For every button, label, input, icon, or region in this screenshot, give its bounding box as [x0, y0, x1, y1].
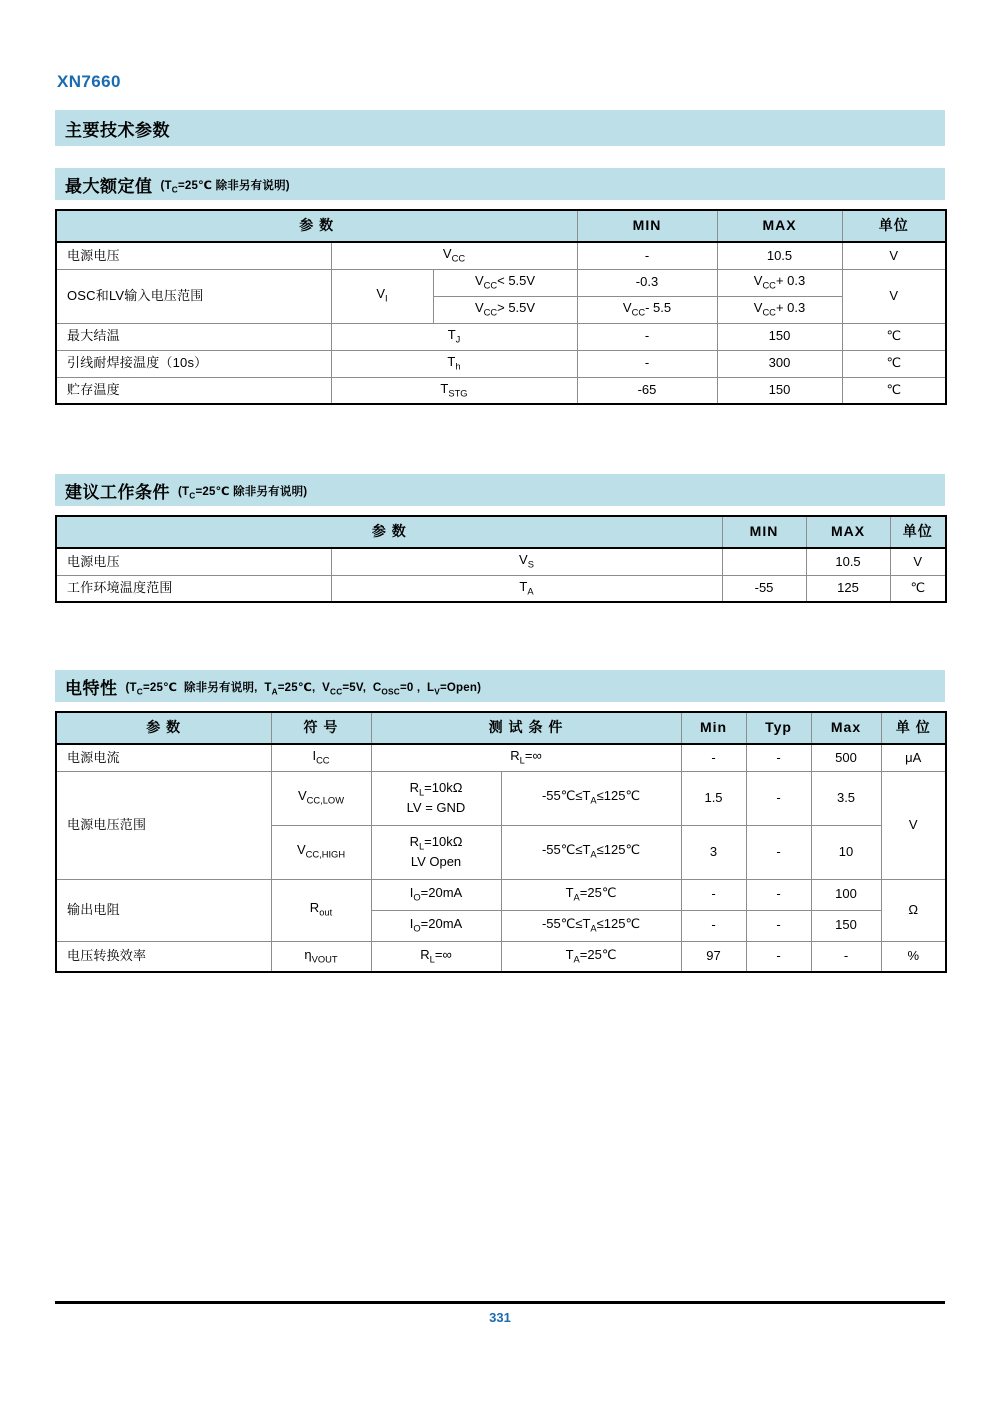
cell-param: 引线耐焊接温度（10s）: [56, 350, 331, 377]
cell-max: 125: [806, 575, 890, 602]
section-band-electrical: [55, 670, 945, 702]
cell-max: $V_{CC}+ 0.3$: [717, 296, 842, 323]
cell-param: 电源电压范围: [56, 771, 271, 879]
cell-min: [722, 548, 806, 575]
page-number: 331: [489, 1310, 511, 1325]
cell-min: -: [681, 744, 746, 771]
cell-param: 电压转换效率: [56, 941, 271, 972]
table-row: [56, 771, 946, 825]
cell-condition: $V_{CC}> 5.5V$: [433, 296, 577, 323]
cell-unit: ℃: [842, 377, 946, 404]
cell-max: 100: [811, 879, 881, 910]
cell-condition: $V_{CC}< 5.5V$: [433, 269, 577, 296]
cell-param: 工作环境温度范围: [56, 575, 331, 602]
section-title-absolute-max: 最大额定值: [65, 176, 153, 196]
cell-unit: μA: [881, 744, 946, 771]
cell-param: OSC和LV输入电压范围: [56, 269, 331, 323]
table-absolute-max-ratings: [55, 209, 947, 405]
cell-temp-range: $T_A=25℃$: [501, 879, 681, 910]
table-recommended-conditions: [55, 515, 947, 603]
th-symbol: 符 号: [271, 712, 371, 744]
table-header-row: [56, 210, 946, 242]
cell-symbol: $T_{STG}$: [331, 377, 577, 404]
table-row: [56, 575, 946, 602]
cell-min: -: [681, 910, 746, 941]
cell-temp-range: $-55℃\le T_A\le 125℃$: [501, 910, 681, 941]
cell-typ: -: [746, 879, 811, 910]
table-row: [56, 242, 946, 269]
table-row: [56, 548, 946, 575]
cell-min: 97: [681, 941, 746, 972]
cell-param: 电源电流: [56, 744, 271, 771]
cell-condition: $R_L=10k\Omega$ LV Open: [371, 825, 501, 879]
cell-min: -55: [722, 575, 806, 602]
th-condition: 测 试 条 件: [371, 712, 681, 744]
cell-max: 150: [717, 377, 842, 404]
section-band-main: [55, 110, 945, 146]
th-min: MIN: [722, 516, 806, 548]
cell-symbol: $V_{CC,LOW}$: [271, 771, 371, 825]
th-typ: Typ: [746, 712, 811, 744]
cell-condition: $R_L=\infty$: [371, 941, 501, 972]
cell-typ: -: [746, 744, 811, 771]
th-max: MAX: [717, 210, 842, 242]
th-unit: 单位: [890, 516, 946, 548]
cell-typ: -: [746, 941, 811, 972]
table-row: [56, 744, 946, 771]
cell-symbol: $V_S$: [331, 548, 722, 575]
cell-min: -: [681, 879, 746, 910]
table-row: [56, 377, 946, 404]
cell-unit: ℃: [842, 323, 946, 350]
cell-param: 最大结温: [56, 323, 331, 350]
section-subtitle-absolute-max: ($T_C=25℃$ 除非另有说明): [160, 180, 290, 195]
cell-symbol: $V_{CC}$: [331, 242, 577, 269]
table-header-row: [56, 712, 946, 744]
cell-symbol: $T_h$: [331, 350, 577, 377]
cell-temp-range: $-55℃\le T_A\le 125℃$: [501, 825, 681, 879]
th-unit: 单 位: [881, 712, 946, 744]
table-header-row: [56, 516, 946, 548]
cell-unit: V: [842, 269, 946, 323]
cell-min: -0.3: [577, 269, 717, 296]
cell-symbol: $T_A$: [331, 575, 722, 602]
cell-min: 1.5: [681, 771, 746, 825]
cell-min: -: [577, 350, 717, 377]
cell-min: -: [577, 323, 717, 350]
cell-condition: $I_O=20mA$: [371, 879, 501, 910]
cell-condition: $I_O=20mA$: [371, 910, 501, 941]
section-title-recommended: 建议工作条件: [65, 482, 170, 502]
cell-unit: ℃: [842, 350, 946, 377]
section-band-absolute-max: [55, 168, 945, 200]
cell-max: -: [811, 941, 881, 972]
table-row: [56, 323, 946, 350]
cell-symbol: $R_{out}$: [271, 879, 371, 941]
cell-max: $V_{CC}+ 0.3$: [717, 269, 842, 296]
cell-param: 贮存温度: [56, 377, 331, 404]
cell-temp-range: $-55℃\le T_A\le 125℃$: [501, 771, 681, 825]
table-electrical-characteristics: [55, 711, 947, 973]
page-title: XN7660: [57, 72, 121, 91]
cell-condition: $R_L=\infty$: [371, 744, 681, 771]
th-min: MIN: [577, 210, 717, 242]
cell-symbol: $T_J$: [331, 323, 577, 350]
cell-max: 10.5: [806, 548, 890, 575]
table-row: [56, 350, 946, 377]
section-subtitle-recommended: ($T_C=25℃$ 除非另有说明): [178, 486, 308, 501]
cell-symbol: $\eta_{VOUT}$: [271, 941, 371, 972]
cell-unit: V: [842, 242, 946, 269]
table-row: [56, 269, 946, 296]
cell-max: 10.5: [717, 242, 842, 269]
table-row: [56, 879, 946, 910]
cell-unit: %: [881, 941, 946, 972]
cell-max: 10: [811, 825, 881, 879]
section-subtitle-electrical: ($T_C=25℃$ 除非另有说明, $T_A=25℃$, $V_{CC}=5V$, $C_{OSC}=0$ , $L_V=Open$): [125, 682, 482, 697]
th-param: 参 数: [56, 516, 722, 548]
cell-symbol: $I_{CC}$: [271, 744, 371, 771]
section-band-recommended: [55, 474, 945, 506]
cell-symbol: $V_I$: [331, 269, 433, 323]
cell-max: 150: [717, 323, 842, 350]
cell-unit: V: [890, 548, 946, 575]
cell-typ: -: [746, 825, 811, 879]
th-max: MAX: [806, 516, 890, 548]
cell-max: 300: [717, 350, 842, 377]
cell-unit: ℃: [890, 575, 946, 602]
cell-param: 输出电阻: [56, 879, 271, 941]
cell-param: 电源电压: [56, 548, 331, 575]
cell-max: 150: [811, 910, 881, 941]
table-row: [56, 941, 946, 972]
cell-symbol: $V_{CC,HIGH}$: [271, 825, 371, 879]
cell-max: 500: [811, 744, 881, 771]
section-title-main: 主要技术参数: [65, 120, 170, 140]
cell-min: $V_{CC}-$ 5.5: [577, 296, 717, 323]
cell-min: 3: [681, 825, 746, 879]
cell-condition: $R_L=10k\Omega$ LV = GND: [371, 771, 501, 825]
cell-min: -65: [577, 377, 717, 404]
th-min: Min: [681, 712, 746, 744]
footer-divider: [55, 1301, 945, 1304]
th-param: 参 数: [56, 712, 271, 744]
cell-min: -: [577, 242, 717, 269]
th-param: 参 数: [56, 210, 577, 242]
cell-max: 3.5: [811, 771, 881, 825]
cell-temp-range: $T_A=25℃$: [501, 941, 681, 972]
cell-typ: -: [746, 910, 811, 941]
section-title-electrical: 电特性: [65, 678, 118, 698]
th-unit: 单位: [842, 210, 946, 242]
cell-param: 电源电压: [56, 242, 331, 269]
th-max: Max: [811, 712, 881, 744]
cell-unit: V: [881, 771, 946, 879]
cell-unit: Ω: [881, 879, 946, 941]
cell-typ: -: [746, 771, 811, 825]
